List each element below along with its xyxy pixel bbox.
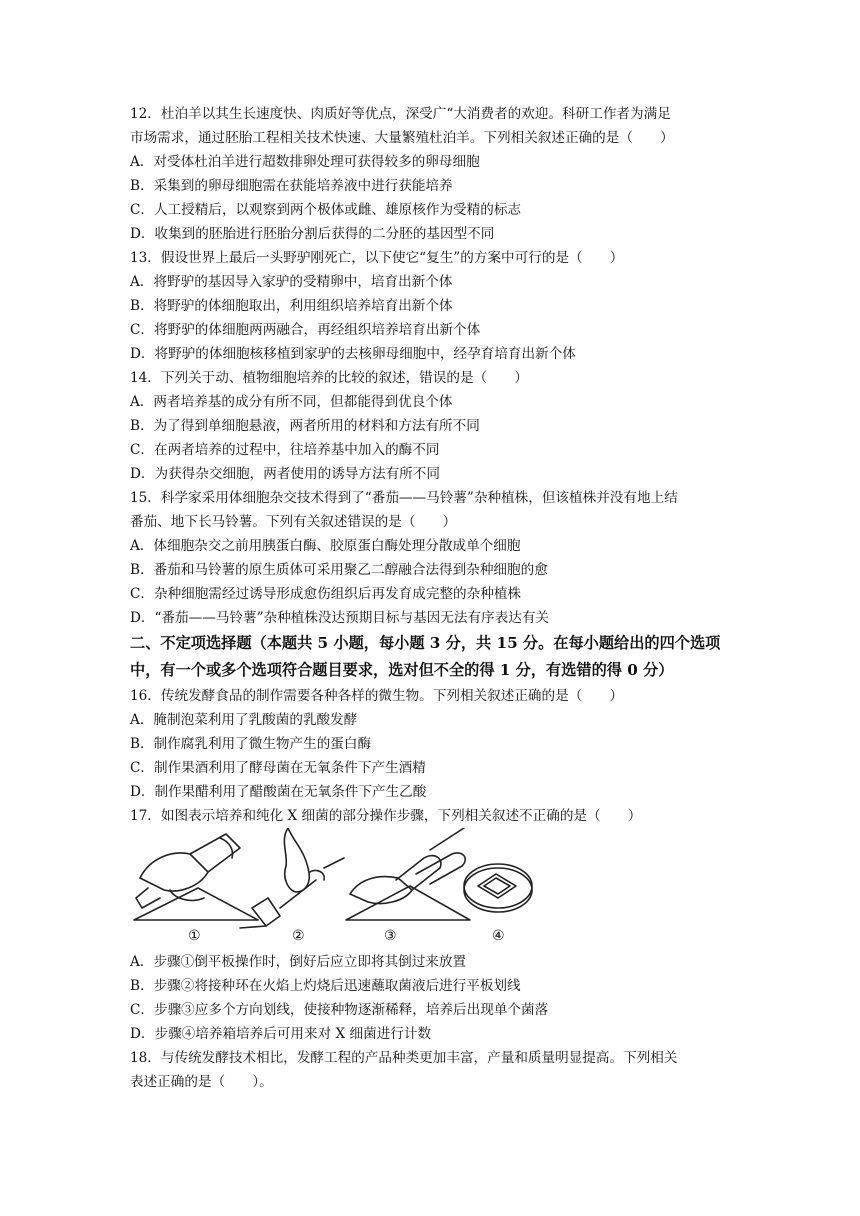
q13-stem: 13．假设世界上最后一头野驴刚死亡，以下使它“复生”的方案中可行的是（ ）: [130, 250, 624, 266]
q14-option-b: B．为了得到单细胞悬液，两者所用的材料和方法有所不同: [130, 418, 480, 434]
q12-option-a: A．对受体杜泊羊进行超数排卵处理可获得较多的卵母细胞: [130, 154, 480, 170]
q15-stem-line2: 番茄、地下长马铃薯。下列有关叙述错误的是（ ）: [130, 514, 457, 530]
step4-petri-dish-icon: [464, 864, 532, 912]
q12-stem-line1: 12．杜泊羊以其生长速度快、肉质好等优点，深受广“大消费者的欢迎。科研工作者为满足: [130, 106, 671, 122]
q16-option-a: A．腌制泡菜利用了乳酸菌的乳酸发酵: [130, 712, 358, 728]
q17-figure-drawing: [130, 828, 735, 950]
figure-label-1: ①: [188, 928, 201, 944]
q13-option-a: A．将野驴的基因导入家驴的受精卵中，培育出新个体: [130, 274, 453, 290]
section-2-heading: 二、不定项选择题（本题共 5 小题，每小题 3 分，共 15 分。在每小题给出的四个选项中，有一个或多个选项符合题目要求，选对但不全的得 1 分，有选错的得 0 分）: [130, 634, 721, 679]
q15-option-a: A．体细胞杂交之前用胰蛋白酶、胶原蛋白酶处理分散成单个细胞: [130, 538, 521, 554]
q18-stem-line2: 表述正确的是（ ）。: [130, 1074, 273, 1090]
figure-label-3: ③: [384, 928, 397, 944]
q15-option-d: D．“番茄——马铃薯”杂种植株没达预期目标与基因无法有序表达有关: [130, 610, 550, 626]
q17-option-b: B．步骤②将接种环在火焰上灼烧后迅速蘸取菌液后进行平板划线: [130, 978, 521, 994]
q15-stem-line1: 15．科学家采用体细胞杂交技术得到了“番茄——马铃薯”杂种植株，但该植株并没有地上结: [130, 490, 678, 506]
q16-option-d: D．制作果醋利用了醋酸菌在无氧条件下产生乙酸: [130, 784, 427, 800]
q17-option-c: C．步骤③应多个方向划线，使接种物逐渐稀释，培养后出现单个菌落: [130, 1002, 549, 1018]
q15-option-c: C．杂种细胞需经过诱导形成愈伤组织后再发育成完整的杂种植株: [130, 586, 522, 602]
q18-stem-line1: 18．与传统发酵技术相比，发酵工程的产品种类更加丰富，产量和质量明显提高。下列相关: [130, 1050, 678, 1066]
q12-option-c: C．人工授精后，以观察到两个极体或雌、雄原核作为受精的标志: [130, 202, 522, 218]
q12-option-b: B．采集到的卵母细胞需在获能培养液中进行获能培养: [130, 178, 453, 194]
figure-label-2: ②: [292, 928, 305, 944]
q13-option-c: C．将野驴的体细胞两两融合，再经组织培养培育出新个体: [130, 322, 481, 338]
q14-option-a: A．两者培养基的成分有所不同，但都能得到优良个体: [130, 394, 453, 410]
figure-label-4: ④: [492, 928, 505, 944]
q17-figure: [130, 828, 735, 950]
q17-option-d: D．步骤④培养箱培养后可用来对 X 细菌进行计数: [130, 1026, 432, 1042]
q16-stem: 16．传统发酵食品的制作需要各种各样的微生物。下列相关叙述正确的是（ ）: [130, 688, 624, 704]
q13-option-b: B．将野驴的体细胞取出，利用组织培养培育出新个体: [130, 298, 453, 314]
q13-option-d: D．将野驴的体细胞核移植到家驴的去核卵母细胞中，经孕育培育出新个体: [130, 346, 576, 362]
q14-stem: 14．下列关于动、植物细胞培养的比较的叙述，错误的是（ ）: [130, 370, 528, 386]
q12-option-d: D．收集到的胚胎进行胚胎分割后获得的二分胚的基因型不同: [130, 226, 495, 242]
q16-option-b: B．制作腐乳利用了微生物产生的蛋白酶: [130, 736, 372, 752]
exam-page: [130, 102, 735, 1094]
step1-pouring-plate-icon: [134, 834, 258, 920]
q15-option-b: B．番茄和马铃薯的原生质体可采用聚乙二醇融合法得到杂种细胞的愈: [130, 562, 548, 578]
q17-option-a: A．步骤①倒平板操作时，倒好后应立即将其倒过来放置: [130, 954, 467, 970]
q14-option-d: D．为获得杂交细胞，两者使用的诱导方法有所不同: [130, 466, 440, 482]
q12-stem-line2: 市场需求，通过胚胎工程相关技术快速、大量繁殖杜泊羊。下列相关叙述正确的是（ ）: [130, 130, 674, 146]
step2-flaming-loop-icon: [240, 828, 344, 928]
q16-option-c: C．制作果酒利用了酵母菌在无氧条件下产生酒精: [130, 760, 426, 776]
q17-stem: 17．如图表示培养和纯化 X 细菌的部分操作步骤，下列相关叙述不正确的是（ ）: [130, 808, 642, 824]
step3-streaking-icon: [346, 828, 470, 920]
q14-option-c: C．在两者培养的过程中，往培养基中加入的酶不同: [130, 442, 440, 458]
